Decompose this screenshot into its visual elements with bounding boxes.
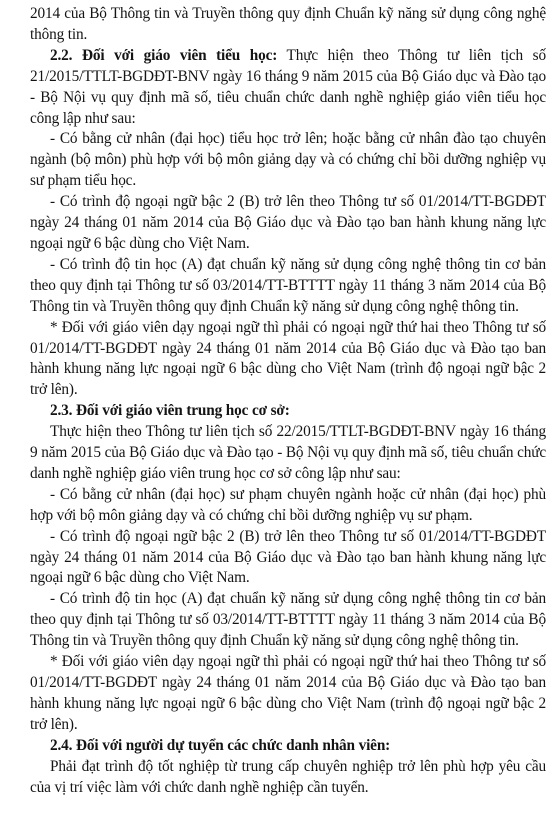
section-2-2-paragraph bbox=[30, 46, 546, 130]
section-2-3-item-3: - Có trình độ tin học (A) đạt chuẩn kỹ năng sử dụng công nghệ thông tin cơ bản theo quy định tại Thông tư số 03/2014/TT-BTTTT ngày 11 tháng 3 năm 2014 của Bộ Thông tin và Truyền thông quy định Chuẩn kỹ năng sử dụng công nghệ thông tin. bbox=[30, 590, 546, 650]
section-2-3-note: * Đối với giáo viên dạy ngoại ngữ thì phải có ngoại ngữ thứ hai theo Thông tư số 01/2014/TT-BGDĐT ngày 24 tháng 01 năm 2014 của Bộ Giáo dục và Đào tạo ban hành khung năng lực ngoại ngữ 6 bậc dùng cho Việt Nam (trình độ ngoại ngữ bậc 2 trở lên). bbox=[30, 653, 546, 733]
section-2-2-item-2: - Có trình độ ngoại ngữ bậc 2 (B) trở lên theo Thông tư số 01/2014/TT-BGDĐT ngày 24 tháng 01 năm 2014 của Bộ Giáo dục và Đào tạo ban hành khung năng lực ngoại ngữ 6 bậc dùng cho Việt Nam. bbox=[30, 193, 546, 252]
section-2-3-intro: Thực hiện theo Thông tư liên tịch số 22/2015/TTLT-BGDĐT-BNV ngày 16 tháng 9 năm 2015 của Bộ Giáo dục và Đào tạo - Bộ Nội vụ quy định mã số, tiêu chuẩn chức danh nghề nghiệp giáo viên trung học cơ sở công lập như sau: bbox=[30, 423, 546, 482]
section-2-2-note: * Đối với giáo viên dạy ngoại ngữ thì phải có ngoại ngữ thứ hai theo Thông tư số 01/2014/TT-BGDĐT ngày 24 tháng 01 năm 2014 của Bộ Giáo dục và Đào tạo ban hành khung năng lực ngoại ngữ 6 bậc dùng cho Việt Nam (trình độ ngoại ngữ bậc 2 trở lên). bbox=[30, 318, 546, 399]
section-2-3-item-1: - Có bằng cử nhân (đại học) sư phạm chuyên ngành hoặc cử nhân (đại học) phù hợp với bộ môn giảng dạy và có chứng chỉ bồi dưỡng nghiệp vụ sư phạm. bbox=[30, 485, 546, 524]
section-2-2-intro: Thực hiện theo Thông tư liên tịch số 21/2015/TTLT-BGDĐT-BNV ngày 16 tháng 9 năm 2015 của Bộ Giáo dục và Đào tạo - Bộ Nội vụ quy định mã số, tiêu chuẩn chức danh nghề nghiệp giáo viên tiểu học công lập như sau: bbox=[30, 46, 546, 127]
section-2-4-heading: 2.4. Đối với người dự tuyển các chức danh nhân viên: bbox=[50, 736, 391, 754]
section-2-4-body: Phải đạt trình độ tốt nghiệp từ trung cấp chuyên nghiệp trở lên phù hợp yêu cầu của vị trí việc làm với chức danh nghề nghiệp cần tuyển. bbox=[30, 757, 546, 796]
paragraph-intro-tail: 2014 của Bộ Thông tin và Truyền thông quy định Chuẩn kỹ năng sử dụng công nghệ thông tin. bbox=[30, 5, 546, 43]
section-2-2-item-1: - Có bằng cử nhân (đại học) tiểu học trở lên; hoặc bằng cử nhân đào tạo chuyên ngành (bộ môn) phù hợp với bộ môn giảng dạy và có chứng chỉ bồi dưỡng nghiệp vụ sư phạm tiểu học. bbox=[30, 130, 546, 190]
section-2-2-heading: 2.2. Đối với giáo viên tiểu học: bbox=[50, 46, 278, 64]
section-2-3-heading: 2.3. Đối với giáo viên trung học cơ sở: bbox=[50, 402, 290, 420]
section-2-3-item-2: - Có trình độ ngoại ngữ bậc 2 (B) trở lên theo Thông tư số 01/2014/TT-BGDĐT ngày 24 tháng 01 năm 2014 của Bộ Giáo dục và Đào tạo ban hành khung năng lực ngoại ngữ 6 bậc dùng cho Việt Nam. bbox=[30, 527, 546, 587]
section-2-2-item-3: - Có trình độ tin học (A) đạt chuẩn kỹ năng sử dụng công nghệ thông tin cơ bản theo quy định tại Thông tư số 03/2014/TT-BTTTT ngày 11 tháng 3 năm 2014 của Bộ Thông tin và Truyền thông quy định Chuẩn kỹ năng sử dụng công nghệ thông tin. bbox=[30, 255, 546, 315]
